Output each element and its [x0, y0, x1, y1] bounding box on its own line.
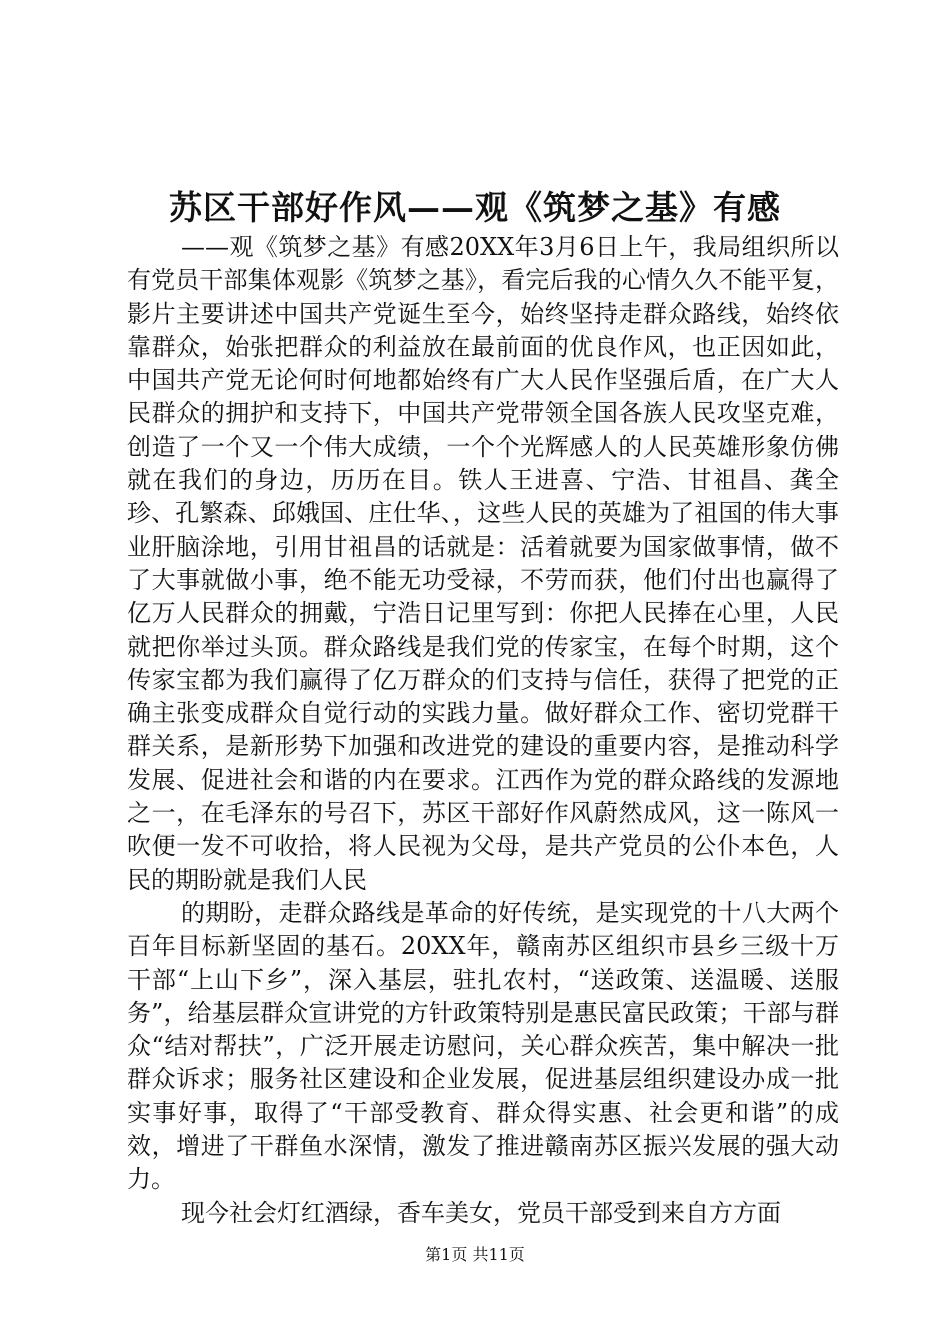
paragraph-1: ——观《筑梦之基》有感20XX年3月6日上午，我局组织所以有党员干部集体观影《筑梦之基》，看完后我的心情久久不能平复，影片主要讲述中国共产党诞生至今，始终坚持走群众路线，始终依靠群众，始张把群众的利益放在最前面的优良作风，也正因如此，中国共产党无论何时何地都始终有广大人民作坚强后盾，在广大人民群众的拥护和支持下，中国共产党带领全国各族人民攻坚克难，创造了一个又一个伟大成绩，一个个光辉感人的人民英雄形象仿佛就在我们的身边，历历在目。铁人王进喜、宁浩、甘祖昌、龚全珍、孔繁森、邱娥国、庄仕华、，这些人民的英雄为了祖国的伟大事业肝脑涂地，引用甘祖昌的话就是：活着就要为国家做事情，做不了大事就做小事，绝不能无功受禄，不劳而获，他们付出也赢得了亿万人民群众的拥戴，宁浩日记里写到：你把人民捧在心里，人民就把你举过头顶。群众路线是我们党的传家宝，在每个时期，这个传家宝都为我们赢得了亿万群众的们支持与信任，获得了把党的正确主张变成群众自觉行动的实践力量。做好群众工作、密切党群干群关系，是新形势下加强和改进党的建设的重要内容，是推动科学发展、促进社会和谐的内在要求。江西作为党的群众路线的发源地之一，在毛泽东的号召下，苏区干部好作风蔚然成风，这一陈风一吹便一发不可收拾，将人民视为父母，是共产党员的公仆本色，人民的期盼就是我们人民: [127, 233, 839, 894]
page-number-footer: 第1页 共11页: [425, 1245, 525, 1264]
document-body: [127, 231, 839, 1230]
paragraph-2: 的期盼，走群众路线是革命的好传统，是实现党的十八大两个百年目标新坚固的基石。20XX年，赣南苏区组织市县乡三级十万干部“上山下乡”，深入基层，驻扎农村，“送政策、送温暖、送服务”，给基层群众宣讲党的方针政策特别是惠民富民政策；干部与群众“结对帮扶”，广泛开展走访慰问，关心群众疾苦，集中解决一批群众诉求；服务社区建设和企业发展，促进基层组织建设办成一批实事好事，取得了“干部受教育、群众得实惠、社会更和谐”的成效，增进了干群鱼水深情，激发了推进赣南苏区振兴发展的强大动力。: [127, 898, 839, 1194]
document-title: 苏区干部好作风——观《筑梦之基》有感: [169, 188, 781, 227]
paragraph-3: 现今社会灯红酒绿，香车美女，党员干部受到来自方方面: [181, 1198, 781, 1227]
